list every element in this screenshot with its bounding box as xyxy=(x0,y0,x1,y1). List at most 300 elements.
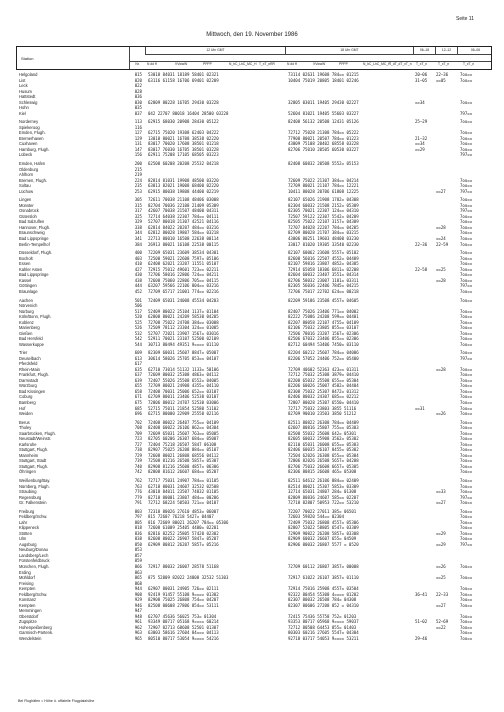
rr-06-06: 7oo== xyxy=(460,146,473,152)
rr-06-06: 7oo== xyxy=(460,277,473,283)
rr-06-06: 7oo== xyxy=(460,635,473,641)
station-name: Bremerhaven xyxy=(19,135,44,141)
station-name: Ahlhorn xyxy=(19,172,34,178)
obs-12: 72709 65717 21001 774== 02216 xyxy=(148,288,219,294)
station-name: Bad Kissingen xyxy=(19,388,46,394)
obs-18: 82511 64612 26106 884== 02409 xyxy=(288,478,359,484)
rr-06-06: 7oo== xyxy=(460,141,473,147)
obs-18: 72917 61022 26107 3857= 01110 xyxy=(288,575,359,581)
obs-18: 92322 80454 55308 4==== 01202 xyxy=(288,591,359,597)
obs-12: 82907 75025 26208 884== 05107 xyxy=(148,447,219,453)
rr-06-18: ==31 xyxy=(415,405,425,411)
obs-12: 875 52809 82022 24808 32532 51303 xyxy=(148,575,229,581)
obs-18: 10404 75019 20805 18401 02246 xyxy=(288,77,359,83)
obs-18: 52604 81021 19405 55603 03227 xyxy=(288,110,359,116)
obs-12: 72806 80012 24707 52530 03006 xyxy=(148,400,219,405)
date-line: Mittwoch, den 19. November 1986 xyxy=(206,32,298,38)
station-name: Saarbrücken, Flugh. xyxy=(19,430,56,436)
obs-18: 82604 60032 23407 3551= 04314 xyxy=(288,272,359,278)
obs-18: 82906 80032 26807 5577 = 0520 xyxy=(288,541,359,547)
obs-12: 62710 73014 51132 1133= 50106 xyxy=(148,366,219,372)
station-name: Spiekeroog xyxy=(19,124,40,130)
obs-18: 72712 75028 21308 784== 05222 xyxy=(288,130,359,136)
station-name: Emden, Flugh. xyxy=(19,130,46,136)
obs-18: 82406 80032 24307 685== 02212 xyxy=(288,394,359,400)
station-number: 709 xyxy=(134,430,142,436)
obs-18: 82511 80822 26308 784== 04409 xyxy=(288,419,359,425)
station-name: Zugspitze xyxy=(19,619,37,625)
station-name: Hohn xyxy=(19,105,29,111)
station-number: 344 xyxy=(134,230,142,236)
rr-06-18: 31–05 xyxy=(415,77,428,83)
station-number: 836 xyxy=(134,530,142,536)
rr-12-12: ==05 xyxy=(436,77,446,83)
rr-06-06: 7oo== xyxy=(460,536,473,542)
rr-06-06: 7oo== xyxy=(460,519,473,525)
station-name: Tholey xyxy=(19,425,32,431)
obs-12: 82704 70036 22108 21409 05309 xyxy=(148,202,219,208)
rr-06-06: 7oo== xyxy=(460,463,473,469)
obs-12: 72915 75012 49601 723== 02211 xyxy=(148,266,219,272)
station-number: 838 xyxy=(134,536,142,542)
station-name: Koblenz xyxy=(19,319,34,325)
obs-12: 30614 58026 25705 853== 04107 xyxy=(148,355,219,361)
station-name: Feldberg/Schw. xyxy=(19,591,48,597)
obs-18: 32805 03011 19405 29430 02227 xyxy=(288,99,359,105)
station-number: 430 xyxy=(134,272,142,278)
obs-18: 82107 60062 23608 5557= 05102 xyxy=(288,250,359,256)
rr-06-06: 7oo== xyxy=(460,177,473,183)
obs-18: 72914 65058 18306 6811= 02208 xyxy=(288,266,359,272)
rr-06-06: 7oo== xyxy=(460,525,473,531)
page-number: Seite 11 xyxy=(456,16,474,22)
rr-06-06: 7oo== xyxy=(460,458,473,464)
station-name: Kassel xyxy=(19,277,32,283)
station-number: 702 xyxy=(134,419,142,425)
station-number: 341 xyxy=(134,236,142,241)
obs-18: 72707 84028 22207 784== 04205 xyxy=(288,224,359,230)
station-number: 637 xyxy=(134,372,142,378)
sub-col-18-3: N_hC_LhC_MC_H xyxy=(363,62,391,66)
obs-18: 82107 59816 23807 4852= 04305 xyxy=(288,261,359,267)
station-name: Rhein-Main xyxy=(19,366,40,372)
obs-18: 82406 60035 26107 8455= 05302 xyxy=(288,447,359,453)
obs-12: 82608 80022 26907 5847= 05207 xyxy=(148,536,219,542)
station-name: Bremen, Flugh. xyxy=(19,177,47,183)
station-name: Bocholt xyxy=(19,255,33,261)
obs-12: 82309 60031 25607 8847= 05007 xyxy=(148,350,219,356)
rr-12-12: ==27 xyxy=(436,500,446,506)
obs-12: 72509 78112 23304 324== 01005 xyxy=(148,325,219,331)
station-name: Hamburg, Flugh. xyxy=(19,146,50,152)
sub-col-rr-1: T_xT_n xyxy=(438,62,450,66)
obs-18: 32714 65031 24807 284= 01308 xyxy=(288,489,357,495)
rr-12-12: ==28 xyxy=(436,366,446,372)
sub-col-12-0: N dd ff xyxy=(147,62,157,66)
station-number: 127 xyxy=(134,130,142,136)
station-name: Erding xyxy=(19,569,31,575)
station-number: 963 xyxy=(134,630,142,636)
obs-18: 82305 56036 22406 7845= 04215 xyxy=(288,283,359,289)
station-name: Coburg xyxy=(19,394,33,400)
obs-12: 63207 59566 22106 804== 03216 xyxy=(148,283,219,289)
rr-06-06: 7oo== xyxy=(460,266,473,272)
station-name: Pferdsfeld xyxy=(19,361,38,367)
station-number: 384 xyxy=(134,241,142,247)
rr-06-06: 797== xyxy=(460,208,473,214)
station-name: Soltau xyxy=(19,183,31,189)
sub-col-12-4: T_xT_nRR xyxy=(259,62,275,66)
obs-18: 82706 75010 20505 60530 03227 xyxy=(288,146,359,152)
station-number: 403 xyxy=(134,255,142,261)
station-name: Feldberg/Schw. xyxy=(19,514,48,520)
obs-18: 72709 80021 21107 784== 12221 xyxy=(288,183,359,189)
obs-18: 72806 82026 26508 5657= 04208 xyxy=(288,458,359,464)
station-name: Stötten xyxy=(19,530,32,536)
station-name: Emden, Hafen xyxy=(19,161,46,167)
obs-12: 62808 80021 24209 58530 04205 xyxy=(148,314,219,320)
sub-col-12-3: N_hC_LhC_MC_H xyxy=(229,62,257,66)
rr-06-06: 7oo== xyxy=(460,530,473,536)
station-number: 675 xyxy=(134,400,142,405)
rr-06-06: 7oo== xyxy=(460,350,473,356)
obs-18: 82305 70021 22307 124== 04310 xyxy=(288,208,359,214)
sub-col-12-2: PPPP xyxy=(203,62,212,66)
station-number: 525 xyxy=(134,319,142,325)
station-name: Berus xyxy=(19,419,30,425)
rr-06-06: 797== xyxy=(460,152,473,158)
station-name: Wasserkuppe xyxy=(19,341,44,347)
station-name: Wendelstein xyxy=(19,635,42,641)
station-number: 850 xyxy=(134,541,142,547)
rr-06-06: 797== xyxy=(460,541,473,547)
station-number: 779 xyxy=(134,494,142,500)
obs-12: 72717 75031 24907 784== 01105 xyxy=(148,478,219,484)
rr-06-06: 7oo== xyxy=(460,575,473,581)
rr-06-18: 21–32 xyxy=(415,135,428,141)
station-number: 315 xyxy=(134,202,142,208)
station-number: 253 xyxy=(134,188,142,194)
rr-12-12: ==26 xyxy=(436,564,446,569)
rr-06-06: 7oo== xyxy=(460,383,473,389)
obs-18: 82307 80032 26508 784= 04308 xyxy=(288,597,357,603)
obs-12: 13018 80021 16708 38538 02220 xyxy=(148,135,219,141)
obs-12: 83017 76030 16705 38501 03228 xyxy=(148,146,219,152)
station-number: 658 xyxy=(134,388,142,394)
rr-06-06: 7oo== xyxy=(460,430,473,436)
station-name: Nörvenich xyxy=(19,303,38,309)
obs-12: 62915 68030 20908 28430 05122 xyxy=(148,119,219,125)
station-name: Hattstedt xyxy=(19,94,36,100)
obs-12: 62709 80011 23406 52538 03107 xyxy=(148,394,219,400)
obs-12: 43018 84011 23507 74832 01105 xyxy=(148,489,219,495)
rr-12-12: ==33 xyxy=(436,489,446,495)
station-name: Husum xyxy=(19,88,32,94)
rr-12-12: ==24 xyxy=(436,236,446,241)
rr-12-12: ==22 xyxy=(436,624,446,630)
rr-06-06: 7oo== xyxy=(460,366,473,372)
station-name: Nürnberg, Flugh. xyxy=(19,483,50,489)
rr-06-06: 7oo== xyxy=(460,236,473,241)
station-number: 147 xyxy=(134,146,142,152)
station-number: 517 xyxy=(134,308,142,314)
station-name: Oberstdorf xyxy=(19,613,39,619)
station-name: Augsburg xyxy=(19,541,37,547)
obs-18: 82222 75086 24208 599== 04401 xyxy=(288,314,359,320)
station-number: 863 xyxy=(134,569,142,575)
obs-12: 30713 80494 49351 9==== 01110 xyxy=(148,341,219,347)
station-number: 219 xyxy=(134,172,142,178)
station-number: 542 xyxy=(134,336,142,342)
rr-06-06: 797== xyxy=(460,188,473,194)
station-name: Fürstenfeldbruck xyxy=(19,558,50,564)
station-number: 020 xyxy=(134,77,142,83)
obs-18: 72718 82807 50953 722== 53210 xyxy=(288,500,359,506)
rr-06-18: 25–29 xyxy=(415,119,428,125)
obs-12: 72609 80032 25308 4863= 04112 xyxy=(148,372,219,378)
station-number: 015 xyxy=(134,72,142,77)
station-number: 944 xyxy=(134,586,142,592)
obs-18: 92718 03717 54053 9==== 53211 xyxy=(288,635,359,641)
obs-12: 82705 60206 26307 684== 05007 xyxy=(148,436,219,442)
obs-18: 72807 80028 25307 6550= 04410 xyxy=(288,400,359,405)
obs-12: 82816 82252 25805 57420 02302 xyxy=(148,530,219,536)
obs-18: 82508 55032 25608 642= 05301 xyxy=(288,430,357,436)
obs-18: 82709 90010 23503 3850 51212 xyxy=(288,411,357,417)
obs-12: 53018 84031 18189 58401 02321 xyxy=(148,72,219,77)
station-name: Trier xyxy=(19,350,28,356)
sub-col-18-2: PPPP xyxy=(339,62,348,66)
rr-12-12: ==26 xyxy=(436,411,446,417)
station-name: Memmingen xyxy=(19,608,42,614)
table-row xyxy=(16,636,492,642)
station-name: Oldenburg xyxy=(19,166,39,172)
obs-18: 82706 58032 23007 1181= 03311 xyxy=(288,277,359,283)
obs-18: 72712 75032 25308 3879= 04410 xyxy=(288,372,359,378)
obs-18: 82308 75032 25307 8472= 01312 xyxy=(288,388,359,394)
station-number: 532 xyxy=(134,330,142,336)
obs-12: 62707 45636 56025 753= 01304 xyxy=(148,613,217,619)
rr-12-12: 22–36 xyxy=(436,72,449,77)
station-name: Neuburg/Donau xyxy=(19,547,48,553)
station-name: Berlin-Tempelhof xyxy=(19,241,50,247)
station-number: 325 xyxy=(134,213,142,219)
obs-18: 82207 80058 22107 4755= 04109 xyxy=(288,319,359,325)
obs-18: 80303 60216 27605 5547= 04304 xyxy=(288,630,359,636)
rr-06-06: 7oo== xyxy=(460,478,473,484)
sub-col-18-0: N dd ff xyxy=(287,62,297,66)
station-number: 762 xyxy=(134,478,142,484)
station-number: 438 xyxy=(134,277,142,283)
rr-06-06: 7oo== xyxy=(460,564,473,569)
station-number: 946 xyxy=(134,602,142,608)
rr-06-06: 7oo== xyxy=(460,314,473,320)
station-name: Öhringen xyxy=(19,469,36,475)
station-number: 544 xyxy=(134,341,142,347)
rr-06-06: 7oo== xyxy=(460,586,473,592)
rr-06-06: 7oo== xyxy=(460,130,473,136)
station-name: Essen xyxy=(19,261,31,267)
station-number: 215 xyxy=(134,166,142,172)
obs-18: 82809 80836 24607 585== 02207 xyxy=(288,494,359,500)
rr-06-06: 7oo== xyxy=(460,341,473,347)
rr-06-18: ==29 xyxy=(415,146,425,152)
station-name: Deuselbach xyxy=(19,355,41,361)
station-number: 742 xyxy=(134,469,142,475)
obs-12: 72408 80022 26407 755== 04109 xyxy=(148,419,219,425)
obs-12: 62907 80031 24905 726== 02111 xyxy=(148,586,219,592)
station-number: 962 xyxy=(134,624,142,630)
obs-12: 82808 81612 26607 684== 05207 xyxy=(148,469,219,475)
station-name: Nürburg xyxy=(19,308,34,314)
obs-12: 72609 65031 25607 763== 05005 xyxy=(148,430,219,436)
obs-18: 82209 59186 23508 4557= 04605 xyxy=(288,297,359,303)
obs-12: 52707 80018 21307 42521 04116 xyxy=(148,219,219,225)
station-number: 613 xyxy=(134,355,142,361)
rr3-header: 06–06 xyxy=(457,47,493,54)
rr-06-06: 7oo== xyxy=(460,405,473,411)
station-name: Stuttgart, Stadt xyxy=(19,458,47,464)
station-name: Hannover, Flugh. xyxy=(19,224,51,230)
station-name: Hof xyxy=(19,405,26,411)
station-number: 671 xyxy=(134,394,142,400)
station-name: Neustadt/Weinstr. xyxy=(19,436,52,442)
obs-12: 72917 80032 26007 28578 51168 xyxy=(148,564,219,569)
station-name: Düsseldorf, Flugh. xyxy=(19,250,53,256)
station-name: Münster xyxy=(19,202,34,208)
footnote: Bei Flughäfen = Höhe ü. offizielle Flugplatzhöhe xyxy=(18,699,95,703)
obs-18: 82206 57052 24406 752== 05400 xyxy=(288,355,359,361)
station-number: 329 xyxy=(134,219,142,225)
obs-12: 63813 82021 19008 68400 02220 xyxy=(148,183,219,189)
rr-12-12: 22–33 xyxy=(436,591,449,597)
station-name: Köln/Bonn, Flugh. xyxy=(19,314,52,320)
station-number: 868 xyxy=(134,580,142,586)
station-name: Gr. Falkenstein xyxy=(19,500,47,506)
station-number: 729 xyxy=(134,452,142,458)
obs-12: 62408 62021 23207 11551 05107 xyxy=(148,261,219,267)
station-name: Klippeneck xyxy=(19,525,40,531)
rr-06-18: 22–58 xyxy=(415,266,428,272)
obs-12: 62809 80228 16705 29430 03228 xyxy=(148,99,219,105)
obs-18: 82204 60212 25607 784== 04006 xyxy=(288,350,359,356)
station-number: 036 xyxy=(134,94,142,100)
rr-06-18: ==34 xyxy=(415,141,425,147)
station-number: 317 xyxy=(134,208,142,214)
station-number: 853 xyxy=(134,547,142,553)
station-name: Braunschweig xyxy=(19,230,45,236)
station-name: Kempten xyxy=(19,586,36,592)
station-name: Kahler Asten xyxy=(19,266,43,272)
station-name: Kiel xyxy=(19,110,26,116)
rr-06-06: 7oo== xyxy=(460,377,473,383)
obs-12: 62915 80038 19808 44400 02219 xyxy=(148,188,219,194)
obs-18: 43006 80251 19603 48400 03230 xyxy=(288,236,359,241)
station-number: 639 xyxy=(134,377,142,383)
obs-12: 93349 00717 05168 9==== 60214 xyxy=(148,619,219,625)
station-name: Lübeck xyxy=(19,152,33,158)
obs-18: 82206 60026 25007 4582= 04404 xyxy=(288,383,359,389)
rr-06-06: 7oo== xyxy=(460,419,473,425)
rr-06-06: 7oo== xyxy=(460,288,473,294)
station-name: Marienberg xyxy=(19,325,40,331)
station-number: 947 xyxy=(134,608,142,614)
obs-12: 62909 80812 26207 5857= 05216 xyxy=(148,541,219,547)
rr-06-06: 797== xyxy=(460,110,473,116)
obs-12: 72508 59021 22608 7597= 05106 xyxy=(148,255,219,261)
obs-18: 82208 65032 25508 655== 05304 xyxy=(288,377,359,383)
group-12-header: 12 Uhr GMT xyxy=(145,47,285,54)
obs-12: 72407 55026 25508 6552= 04005 xyxy=(148,377,219,383)
station-name: Mühldorf xyxy=(19,575,35,581)
station-number: 028 xyxy=(134,88,142,94)
rr-06-06: 7oo== xyxy=(460,135,473,141)
obs-18: 82709 80028 21707 384== 03215 xyxy=(288,230,359,236)
obs-18: 72909 90822 26208 5857= 03308 xyxy=(288,530,359,536)
obs-18: 72504 62026 26308 655== 05304 xyxy=(288,452,359,458)
rr-06-06: 7oo== xyxy=(460,508,473,514)
station-number: 776 xyxy=(134,489,142,495)
rr-06-06: 7oo== xyxy=(460,197,473,203)
station-name: Frankfurt, Flugh. xyxy=(19,372,50,378)
sub-col-18-1: VVwwW xyxy=(313,62,326,66)
obs-18: 10411 80028 20706 61808 12225 xyxy=(288,188,359,194)
station-number: 116 xyxy=(134,124,142,130)
rr-06-06: 7oo== xyxy=(460,613,473,619)
station-number: 235 xyxy=(134,183,142,189)
station-number: 948 xyxy=(134,613,142,619)
obs-12: 72608 80021 26808 68556 04112 xyxy=(148,452,219,458)
station-name: Weißenburg/Bay. xyxy=(19,478,51,484)
obs-18: 82407 75026 23406 771== 04002 xyxy=(288,308,359,314)
obs-18: 72709 40602 52363 423== 01311 xyxy=(288,366,359,372)
obs-12: 816 72609 80021 26207 784== 05306 xyxy=(148,519,229,525)
rr-06-18: 29–46 xyxy=(415,635,428,641)
station-number: 030 xyxy=(134,99,142,105)
station-name: Göttingen xyxy=(19,283,37,289)
obs-12: 72408 70031 25006 652== 03107 xyxy=(148,388,219,394)
rr-06-06: 7oo== xyxy=(460,250,473,256)
station-number: 338 xyxy=(134,224,142,230)
rr-06-18: 20–06 xyxy=(415,72,428,77)
obs-12: 72409 65031 24008 45534 04203 xyxy=(148,297,219,303)
station-number: 803 xyxy=(134,508,142,514)
station-number: 520 xyxy=(134,314,142,320)
station-number: 857 xyxy=(134,552,142,558)
rr-06-06: 7oo== xyxy=(460,447,473,453)
station-number: 305 xyxy=(134,197,142,203)
rr-06-06: 7oo== xyxy=(460,452,473,458)
station-name: Regensburg xyxy=(19,494,42,500)
rr-06-06: 7oo== xyxy=(460,394,473,400)
station-name: Cuxhaven xyxy=(19,141,38,147)
rr-12-12: ==29 xyxy=(436,541,446,547)
rr-06-06: 7oo== xyxy=(460,441,473,447)
sub-column-headers xyxy=(17,62,491,68)
rr-06-06: 7oo== xyxy=(460,255,473,261)
obs-18: 43009 75108 20402 68558 03228 xyxy=(288,141,359,147)
obs-12: 52715 75011 21854 52580 51102 xyxy=(148,405,219,411)
obs-18: 33017 81020 19305 33540 02230 xyxy=(288,241,359,247)
station-number: 452 xyxy=(134,288,142,294)
group-18-header: 18 Uhr GMT xyxy=(285,47,413,54)
station-number: 797 xyxy=(134,514,142,520)
rr-12-12: ==25 xyxy=(436,575,446,581)
obs-18: 72506 78016 23207 1567= 02306 xyxy=(288,330,359,336)
rr-06-06: 7oo== xyxy=(460,319,473,325)
station-name: Gütersloh xyxy=(19,213,37,219)
obs-18: 72207 70022 27011 385= 06501 xyxy=(288,508,357,514)
